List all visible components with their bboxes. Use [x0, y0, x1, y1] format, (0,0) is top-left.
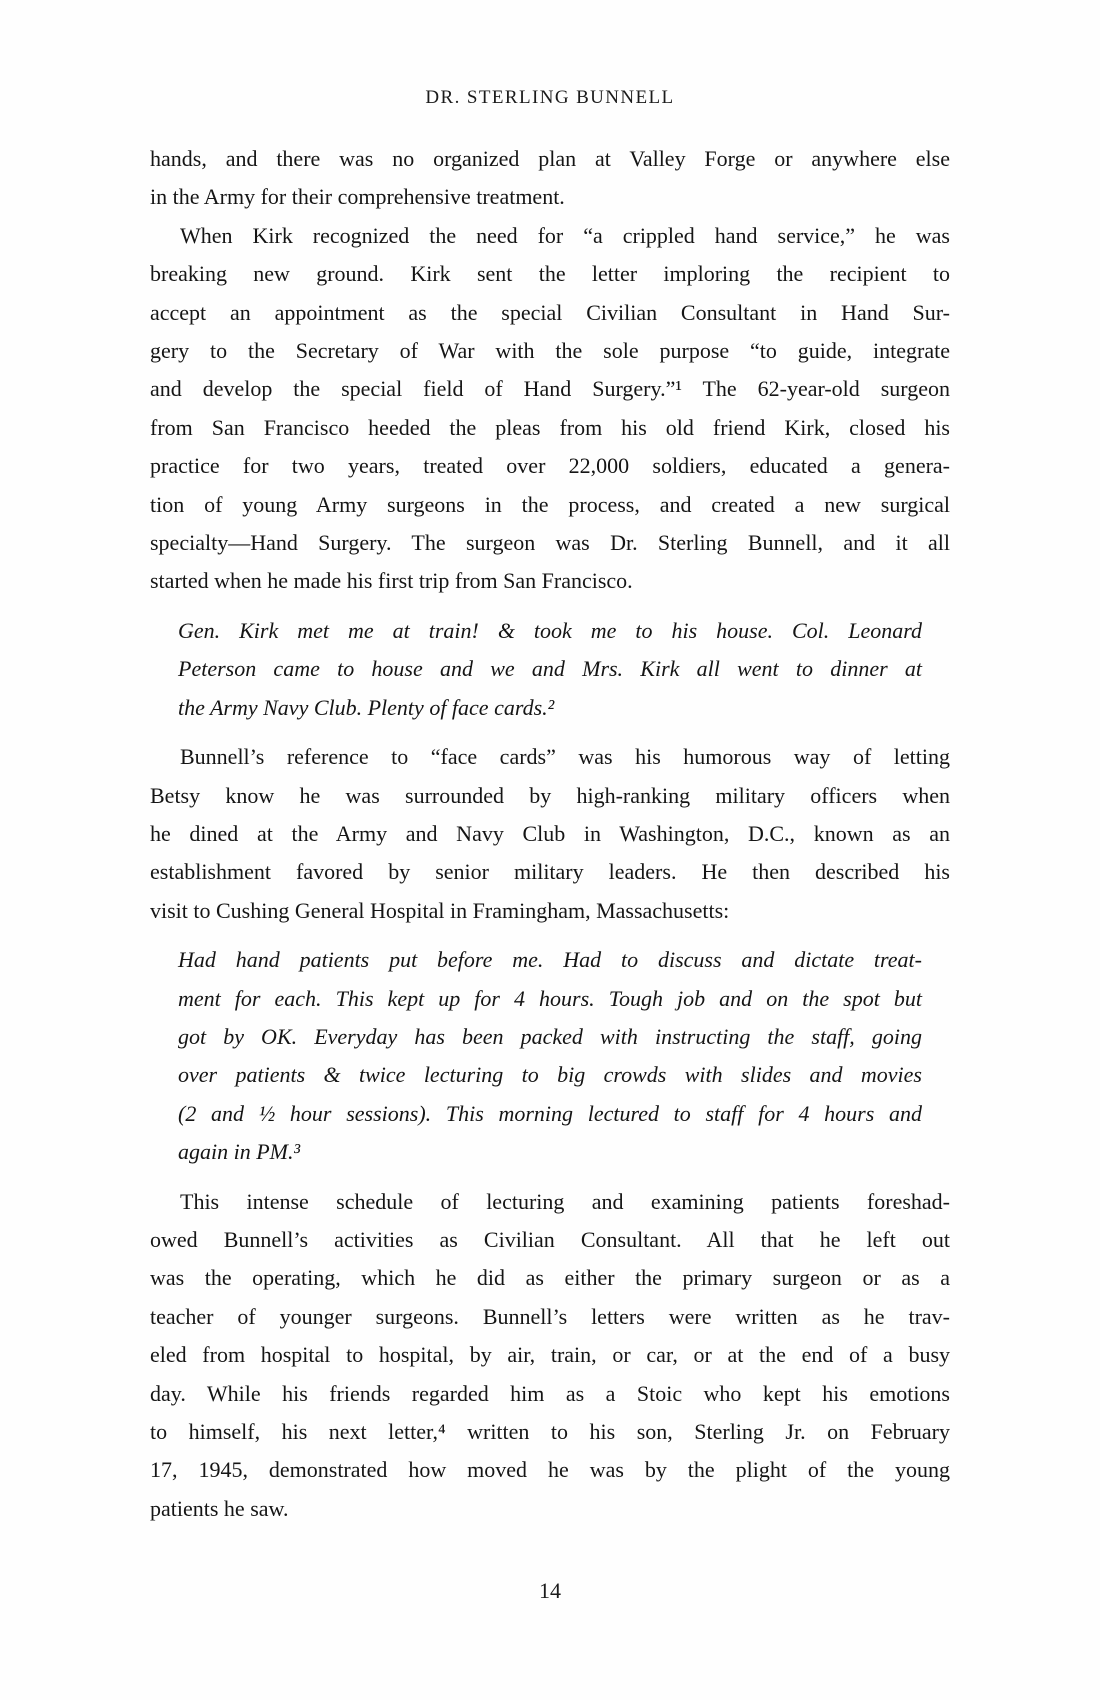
text-line: eled from hospital to hospital, by air, train, or car, or at the end of a busy: [150, 1342, 950, 1368]
page-number: 14: [539, 1578, 561, 1603]
body-paragraph: [150, 217, 950, 601]
text-line: ment for each. This kept up for 4 hours. Tough job and on the spot but: [178, 985, 922, 1011]
text-line: Gen. Kirk met me at train! & took me to his house. Col. Leonard: [178, 617, 922, 643]
text-line: Bunnell’s reference to “face cards” was his humorous way of letting: [180, 744, 950, 770]
text-line: practice for two years, treated over 22,000 soldiers, educated a genera-: [150, 453, 950, 479]
text-line: the Army Navy Club. Plenty of face cards.²: [178, 694, 555, 720]
text-line: Peterson came to house and we and Mrs. Kirk all went to dinner at: [178, 656, 922, 682]
text-line: and develop the special field of Hand Surgery.”¹ The 62-year-old surgeon: [150, 376, 950, 402]
text-line: started when he made his first trip from San Francisco.: [150, 568, 633, 594]
text-line: accept an appointment as the special Civilian Consultant in Hand Sur-: [150, 299, 950, 325]
text-line: visit to Cushing General Hospital in Framingham, Massachusetts:: [150, 897, 730, 923]
body-paragraph: [150, 1183, 950, 1529]
block-quote-paragraph: [178, 941, 922, 1171]
text-line: in the Army for their comprehensive treatment.: [150, 184, 565, 210]
text-line: patients he saw.: [150, 1495, 289, 1521]
running-header: DR. STERLING BUNNELL: [425, 87, 675, 108]
text-line: again in PM.³: [178, 1139, 301, 1165]
text-line: Betsy know he was surrounded by high-ranking military officers when: [150, 782, 950, 808]
text-line: hands, and there was no organized plan at Valley Forge or anywhere else: [150, 146, 950, 171]
text-line: specialty—Hand Surgery. The surgeon was Dr. Sterling Bunnell, and it all: [150, 530, 950, 556]
block-quote-paragraph: [178, 612, 922, 727]
body-paragraph: [150, 738, 950, 930]
text-line: establishment favored by senior military leaders. He then described his: [150, 859, 950, 885]
text-line: from San Francisco heeded the pleas from his old friend Kirk, closed his: [150, 414, 950, 440]
text-line: This intense schedule of lecturing and examining patients foreshad-: [180, 1188, 950, 1214]
text-line: teacher of younger surgeons. Bunnell’s letters were written as he trav-: [150, 1303, 950, 1329]
text-line: got by OK. Everyday has been packed with instructing the staff, going: [178, 1023, 922, 1049]
text-line: breaking new ground. Kirk sent the letter imploring the recipient to: [150, 261, 950, 287]
text-line: owed Bunnell’s activities as Civilian Consultant. All that he left out: [150, 1226, 950, 1252]
text-line: Had hand patients put before me. Had to discuss and dictate treat-: [178, 947, 922, 973]
text-line: 17, 1945, demonstrated how moved he was by the plight of the young: [150, 1457, 950, 1483]
text-block: [150, 140, 950, 1528]
text-line: When Kirk recognized the need for “a crippled hand service,” he was: [180, 222, 950, 248]
text-line: gery to the Secretary of War with the sole purpose “to guide, integrate: [150, 338, 950, 364]
body-paragraph: [150, 140, 950, 217]
text-line: he dined at the Army and Navy Club in Washington, D.C., known as an: [150, 820, 950, 846]
text-line: (2 and ½ hour sessions). This morning lectured to staff for 4 hours and: [178, 1100, 922, 1126]
text-line: tion of young Army surgeons in the process, and created a new surgical: [150, 491, 950, 517]
text-line: was the operating, which he did as either the primary surgeon or as a: [150, 1265, 950, 1291]
text-line: over patients & twice lecturing to big crowds with slides and movies: [178, 1062, 922, 1088]
text-line: day. While his friends regarded him as a Stoic who kept his emotions: [150, 1380, 950, 1406]
text-line: to himself, his next letter,⁴ written to his son, Sterling Jr. on February: [150, 1419, 950, 1444]
